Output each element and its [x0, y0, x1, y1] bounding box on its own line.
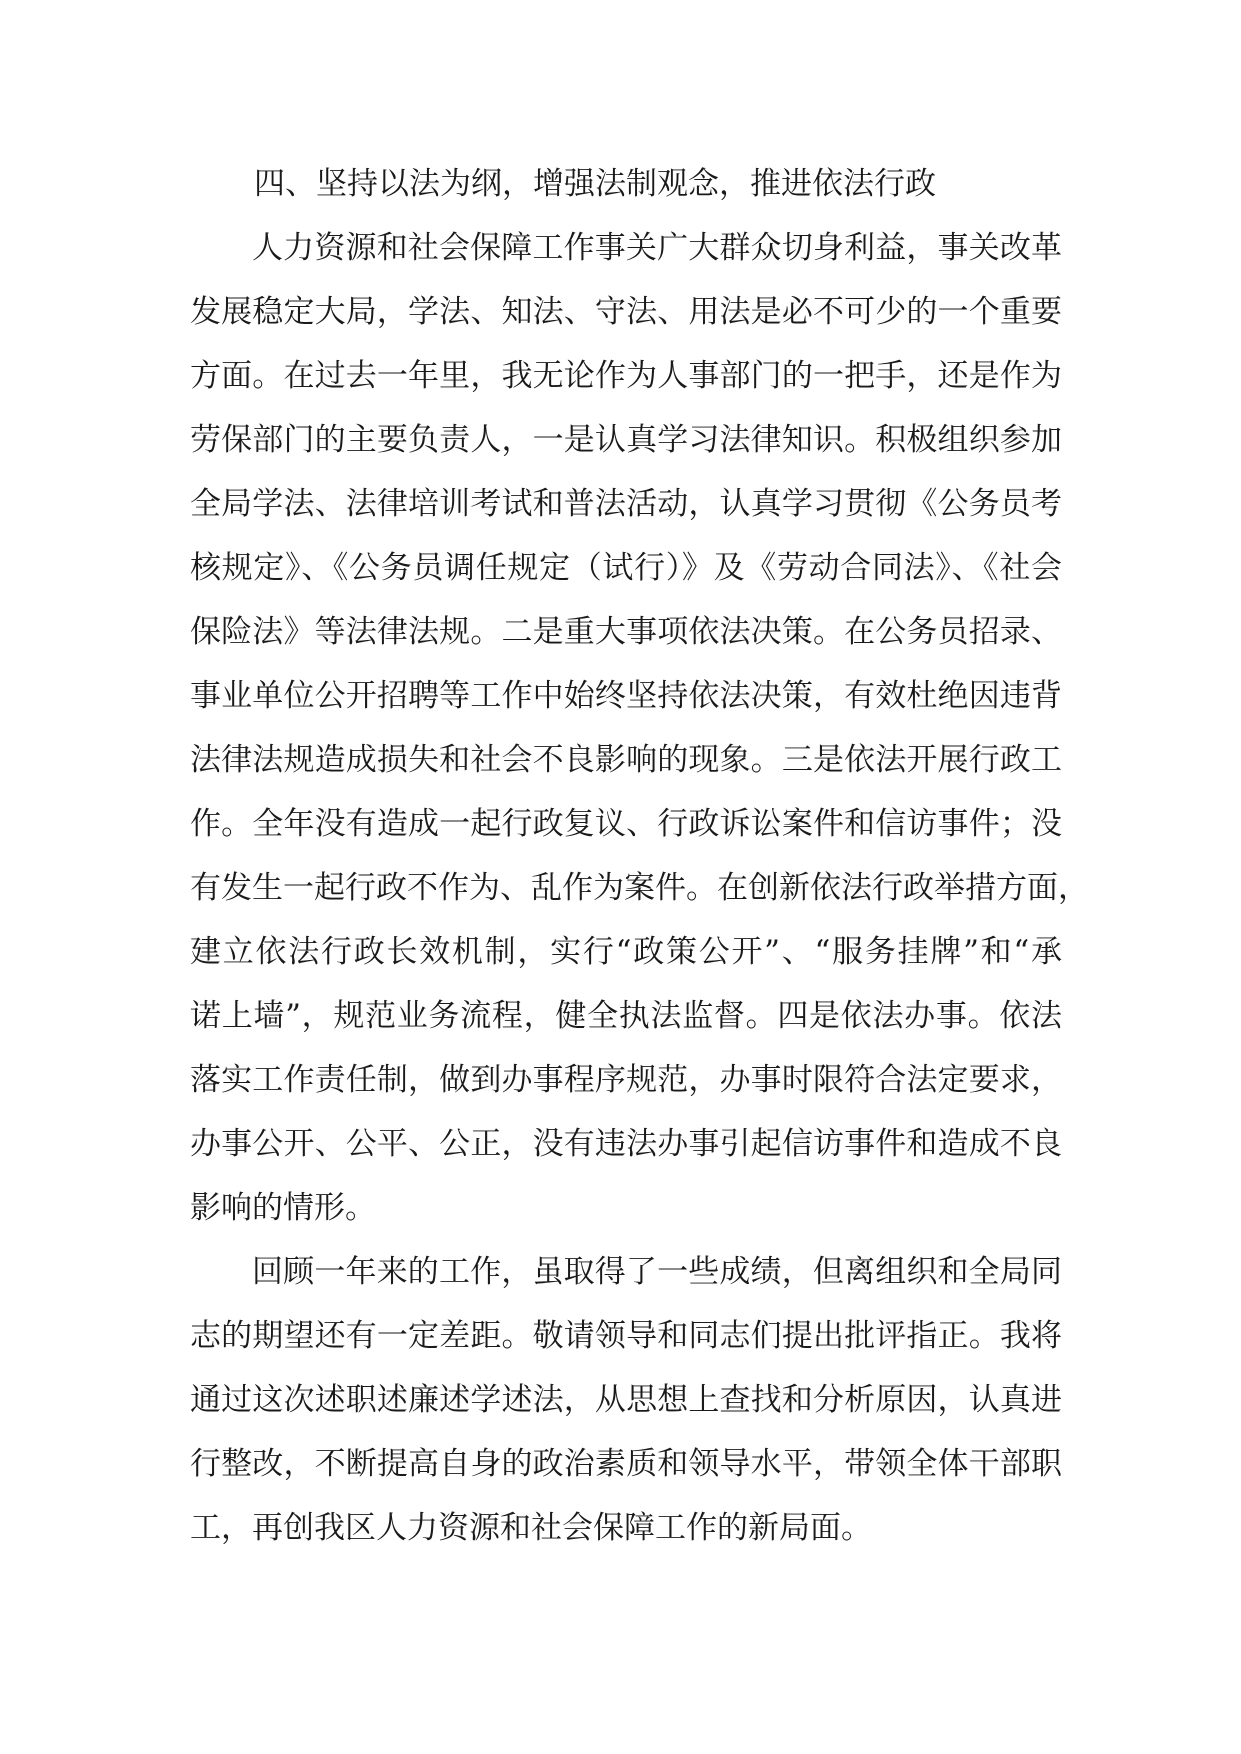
paragraph-line: 事业单位公开招聘等工作中始终坚持依法决策，有效杜绝因违背	[190, 678, 1062, 714]
paragraph-line: 方面。在过去一年里，我无论作为人事部门的一把手，还是作为	[190, 358, 1062, 394]
paragraph-legal-administration	[190, 216, 1089, 1240]
paragraph-line: 保险法》等法律法规。二是重大事项依法决策。在公务员招录、	[190, 614, 1062, 650]
paragraph-line: 人力资源和社会保障工作事关广大群众切身利益，事关改革	[252, 230, 1062, 266]
paragraph-line: 办事公开、公平、公正，没有违法办事引起信访事件和造成不良	[190, 1126, 1062, 1162]
paragraph-line: 落实工作责任制，做到办事程序规范，办事时限符合法定要求，	[190, 1062, 1062, 1098]
paragraph-line: 有发生一起行政不作为、乱作为案件。在创新依法行政举措方面，	[190, 870, 1089, 906]
document-page	[190, 152, 1089, 1560]
paragraph-line: 作。全年没有造成一起行政复议、行政诉讼案件和信访事件；没	[190, 806, 1062, 842]
paragraph-line: 回顾一年来的工作，虽取得了一些成绩，但离组织和全局同	[252, 1254, 1062, 1290]
paragraph-line: 核规定》、《公务员调任规定（试行）》及《劳动合同法》、《社会	[190, 550, 1062, 586]
paragraph-line: 志的期望还有一定差距。敬请领导和同志们提出批评指正。我将	[190, 1318, 1062, 1354]
paragraph-line: 通过这次述职述廉述学述法，从思想上查找和分析原因，认真进	[190, 1382, 1062, 1418]
paragraph-line: 建立依法行政长效机制，实行“政策公开”、“服务挂牌”和“承	[190, 934, 1062, 970]
section-heading: 四、坚持以法为纲，增强法制观念，推进依法行政	[254, 166, 936, 202]
paragraph-line: 行整改，不断提高自身的政治素质和领导水平，带领全体干部职	[190, 1446, 1062, 1482]
paragraph-line: 影响的情形。	[190, 1190, 376, 1226]
paragraph-line: 工，再创我区人力资源和社会保障工作的新局面。	[190, 1510, 872, 1546]
paragraph-line: 全局学法、法律培训考试和普法活动，认真学习贯彻《公务员考	[190, 486, 1062, 522]
paragraph-line: 劳保部门的主要负责人，一是认真学习法律知识。积极组织参加	[190, 422, 1062, 458]
paragraph-review	[190, 1240, 1062, 1560]
paragraph-line: 法律法规造成损失和社会不良影响的现象。三是依法开展行政工	[190, 742, 1062, 778]
paragraph-line: 诺上墙”，规范业务流程，健全执法监督。四是依法办事。依法	[190, 998, 1062, 1034]
paragraph-line: 发展稳定大局，学法、知法、守法、用法是必不可少的一个重要	[190, 294, 1062, 330]
